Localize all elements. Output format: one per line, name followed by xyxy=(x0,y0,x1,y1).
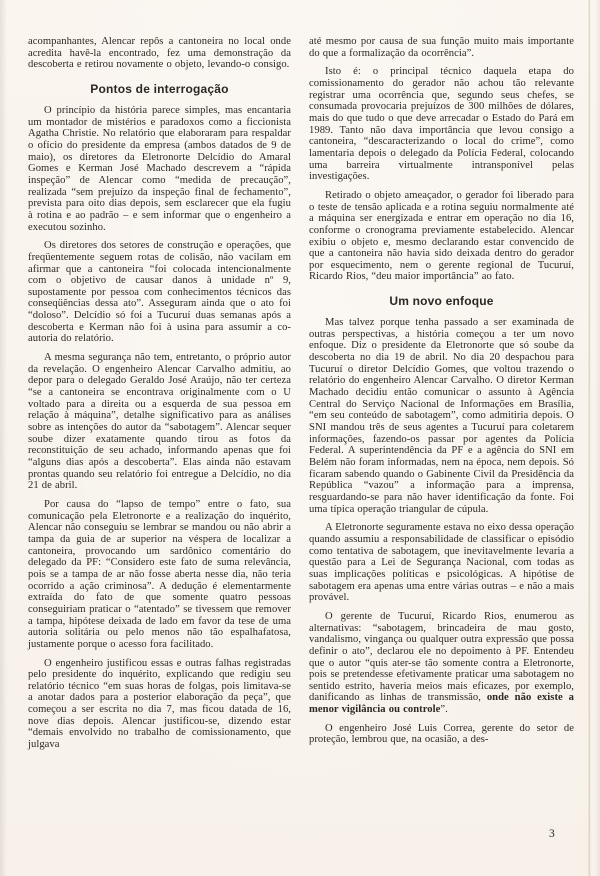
section-heading-um-novo-enfoque: Um novo enfoque xyxy=(389,294,494,309)
page-edge-shadow-right xyxy=(595,0,600,876)
text-columns xyxy=(28,36,574,751)
paragraph: Por causa do “lapso de tempo” entre o fato, sua comunicação pela Eletronorte e a realização do inquérito, Alencar não conseguiu se lembrar se mandou ou não abrir a tampa da guia de ar superior na véspera de localizar a cantoneira, provocando um sardônico comentário do delegado da PF: “Considero este fato de suma relevância, pois se a tampa de ar não fosse aberta nesse dia, não teria ocorrido a ação criminosa”. A dedução é elementarmente extraída do fato de que somente quatro pessoas conseguiriam praticar o “atentado” se tivessem que remover a tampa, hipótese deixada de lado em favor da tese de uma autoria solitária ou pelo menos não tão espalhafatosa, justamente porque o acesso fora facilitado. xyxy=(28,498,291,650)
page-crease-line xyxy=(588,0,591,876)
paragraph: Isto é: o principal técnico daquela etapa do comissionamento do gerador não achou tão relevante registrar uma ocorrência que, segundo seus chefes, se consumada provocaria prejuízos de 300 milhões de dólares, mais do que tudo o que deve arrecadar o Estado do Pará em 1989. Tanto não dava importância que levou consigo a cantoneira, “descaracterizando o local do crime”, como lamentaria depois o delegado da Polícia Federal, colocando uma barreira virtualmente intransponível pelas investigações. xyxy=(309,66,574,183)
paragraph: Mas talvez porque tenha passado a ser examinada de outras perspectivas, a história começou a ter um novo enfoque. Diz o presidente da Eletronorte que só soube da descoberta no dia 19 de abril. No dia 20 despachou para Tucuruí o diretor Delcídio Gomes, que voltou trazendo o relatório do engenheiro Alencar Carvalho. O diretor Kerman Machado decidiu então comunicar o assunto à Agência Central do Serviço Nacional de Informações em Brasília, “em seu conteúdo de sabotagem”, como admitiria depois. O SNI mandou três de seus agentes a Tucuruí para coletarem informações, fazendo-os passar por agentes da Polícia Federal. A superintendência da PF e a agência do SNI em Belém não foram informadas, nem na época, nem depois. Só ficaram sabendo quando o Gabinente Civil da Presidência da República “vazou” a informação para a imprensa, resguardando-se para não haver identificação da fonte. Foi uma típica operação triangular de cúpula. xyxy=(309,317,574,515)
section-heading-pontos-de-interrogacao: Pontos de interrogação xyxy=(90,81,229,96)
page-number: 3 xyxy=(549,828,555,840)
paragraph: A mesma segurança não tem, entretanto, o próprio autor da revelação. O engenheiro Alencar Carvalho admitiu, ao depor para o delegado Geraldo José Araújo, não ter certeza “se a cantoneira se encontrava originalmente com o U voltado para a direita ou a esquerda de sua pessoa em relação à máquina”, detalhe significativo para as análises sobre as intenções do autor da “sabotagem”. Alencar sequer soube dizer exatamente quando tirou as fotos da reconstituição de seu achado, informando apenas que foi “alguns dias após a descoberta”. Elas ainda não estavam prontas quando seu relatório foi entregue a Delcídio, no dia 21 de abril. xyxy=(28,352,291,492)
quote-text-after: ”. xyxy=(440,704,448,716)
paragraph: O engenheiro José Luis Correa, gerente do setor de proteção, lembrou que, na ocasião, a des- xyxy=(309,722,574,746)
right-column xyxy=(309,36,574,751)
continued-paragraph: acompanhantes, Alencar repôs a cantoneira no local onde acredita havê-la encontrado, fez uma demonstração da descoberta e retirou novamente o objeto, levando-o consigo. xyxy=(28,36,291,71)
quote-text-before: O gerente de Tucuruí, Ricardo Rios, enumerou as alternativas: “sabotagem, brincadeira de mau gosto, vandalismo, vingança ou qualquer outra expressão que possa definir o ato”, declarou ele no depoimento à PF. Entendeu que o autor “quis ater-se tão somente contra a Eletronorte, pois se pretendesse efetivamente praticar uma sabotagem no sentido estrito, haveria meios mais eficazes, por exemplo, danificando as linhas de transmissão, xyxy=(309,610,574,704)
paragraph-with-bold-quote xyxy=(309,611,574,716)
paragraph: Retirado o objeto ameaçador, o gerador foi liberado para o teste de tensão aplicada e a rotina seguiu normalmente até a máquina ser energizada e entrar em operação no dia 16, conforme o cronograma previamente estabelecido. Alencar exibiu o objeto e, mesmo declarando estar convencido de que a cantoneira não havia sido deixada dentro do gerador por esquecimento, nem o gerente regional de Tucuruí, Ricardo Rios, “deu maior importância” ao fato. xyxy=(309,189,574,283)
paragraph: A Eletronorte seguramente estava no eixo dessa operação quando assumiu a responsabilidade de classificar o episódio como tentativa de sabotagem, que inevitavelmente levaria a questão para a Lei de Segurança Nacional, com todas as suas implicações políticas e psicológicas. A hipótise de sabotagem era apenas uma entre várias outras – e não a mais provável. xyxy=(309,522,574,604)
quote-text-bold: onde não existe a menor vigilância ou controle xyxy=(309,692,574,716)
continued-paragraph: até mesmo por causa de sua função muito mais importante do que a formalização da ocorrência”. xyxy=(309,36,574,59)
paragraph: O princípio da história parece simples, mas encantaria um montador de mistérios e paradoxos como a ficcionista Agatha Christie. No relatório que elaboraram para respaldar o ofício do presidente da empresa (ambos datados de 9 de maio), os diretores da Eletronorte Delcídio do Amaral Gomes e Kerman José Machado descrevem a “rápida inspeção” de Alencar como “medida de precaução”, realizada “sem prejuízo da inspeção final de fechamento”, prevista para oito dias depois, sem esclarecer que ela fugiu à rotina e ao padrão – e sem informar que o engenheiro a executou sozinho. xyxy=(28,104,291,233)
paragraph: Os diretores dos setores de construção e operações, que freqüentemente seguem rotas de colisão, não vacilam em afirmar que a cantoneira “foi colocada intencionalmente com o objetivo de causar danos à unidade nº 9, supostamente por pessoa com conhecimentos técnicos das conseqüências dessa ato”. Asseguram ainda que o ato foi “doloso”. Delcídio só foi a Tucuruí duas semanas após a descoberta e Kerman não foi à usina para assumir a co-autoria do relatório. xyxy=(28,240,291,345)
page-edge-shadow-left xyxy=(0,0,7,876)
paragraph: O engenheiro justificou essas e outras falhas registradas pelo presidente do inquérito, explicando que redigiu seu relatório técnico “em suas horas de folgas, pois limitava-se a anotar dados para a posterior elaboração da peça”, que começou a ser escrita no dia 7, mas ficou datada de 16, nove dias depois. Alencar justificou-se, dizendo estar “demais envolvido no trabalho de comissionamento, que julgava xyxy=(28,657,291,751)
left-column xyxy=(28,36,291,751)
